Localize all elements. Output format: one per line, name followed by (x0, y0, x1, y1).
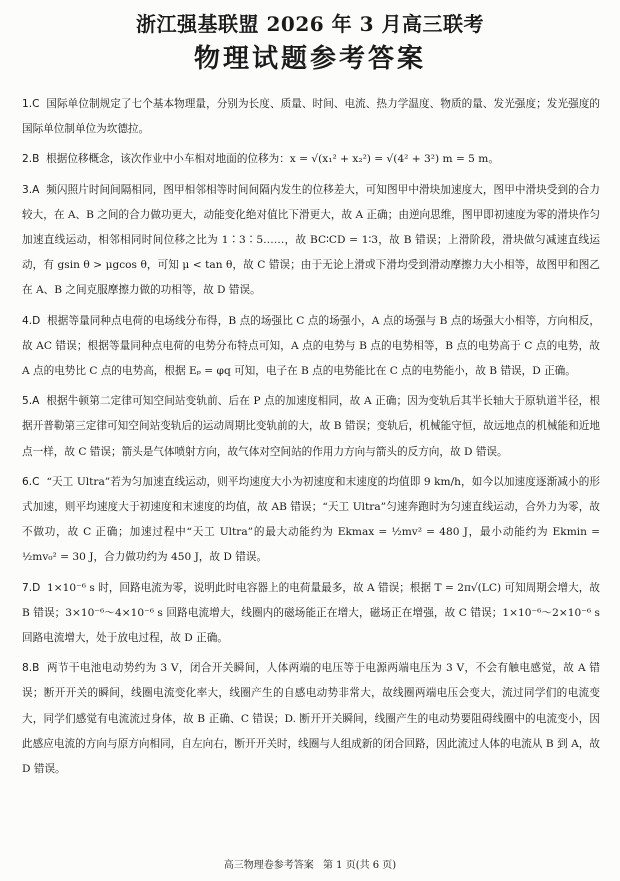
answer-number: 4.D (22, 314, 41, 327)
answer-number: 3.A (22, 183, 40, 196)
answer-item-8 (22, 656, 600, 782)
answer-explanation: 两节干电池电动势约为 3 V，闭合开关瞬间，人体两端的电压等于电源两端电压为 3 V，不会有触电感觉，故 A 错误；断开开关的瞬间，线圈电流变化率大，线圈产生的自感电动势非常大，故线圈两端电压会变大，流过同学们的电流变大，同学们感觉有电流流过身体，故 B 正确、C 错误；D. 断开开关瞬间，线圈产生的电动势要阻碍线圈中的电流变小，因此感应电流的方向与原方向相同，自左向右，断开开关时，线圈与人组成新的闭合回路，因此流过人体的电流从 B 到 A，故 D 错误。 (22, 662, 600, 776)
answer-item-4 (22, 309, 600, 385)
answer-explanation: “天工 Ultra”若为匀加速直线运动，则平均速度大小为初速度和末速度的均值即 9 km/h，如今以加速度逐渐减小的形式加速，则平均速度大于初速度和末速度的均值，故 AB 错误；“天工 Ultra”匀速奔跑时为匀速直线运动，合外力为零，故不做功，故 C 正确；加速过程中“天工 Ultra”的最大动能约为 Ekmax = ½mv² = 480 J，最小动能约为 Ekmin = ½mv₀² = 30 J，合力做功约为 450 J，故 D 错误。 (22, 475, 600, 564)
answer-item-2 (22, 147, 600, 172)
answer-explanation: 频闪照片时间间隔相同，图甲相邻相等时间间隔内发生的位移差大，可知图甲中滑块加速度大，图甲中滑块受到的合力较大，在 A、B 之间的合力做功更大，动能变化绝对值比下滑更大，故 A 正确；由逆向思维，图甲即初速度为零的滑块作匀加速直线运动，相邻相同时间位移之比为 1∶3∶5……，故 BC∶CD = 1∶3，故 B 错误；上滑阶段，滑块做匀减速直线运动，有 gsin θ > μgcos θ，可知 μ < tan θ，故 C 错误；由于无论上滑或下滑均受到滑动摩擦力大小相等，故图甲和图乙在 A、B 之间克服摩擦力做的功相等，故 D 错误。 (22, 183, 600, 297)
answer-item-1 (22, 92, 600, 142)
answer-item-6 (22, 470, 600, 571)
answers-list (22, 92, 600, 787)
footer-document-name: 高三物理卷参考答案 (223, 860, 314, 871)
answer-number: 7.D (22, 581, 41, 594)
page-footer (0, 856, 620, 871)
answer-explanation: 根据位移概念，该次作业中小车相对地面的位移为：x = √(x₁² + x₂²) = √(4² + 3²) m = 5 m。 (46, 153, 499, 166)
answer-item-7 (22, 576, 600, 652)
exam-title: 浙江强基联盟 2026 年 3 月高三联考 (136, 12, 484, 36)
document-title: 物理试题参考答案 (193, 44, 426, 74)
answer-number: 2.B (22, 153, 40, 166)
answer-number: 1.C (22, 98, 40, 110)
answer-explanation: 根据等量同种点电荷的电场线分布得，B 点的场强比 C 点的场强小，A 点的场强与 B 点的场强大小相等，方向相反，故 AC 错误；根据等量同种点电荷的电势分布特点可知，A 点的电势与 B 点的电势相等，B 点的电势高于 C 点的电势，故 A 点的电势比 C 点的电势高，根据 Eₚ = φq 可知，电子在 B 点的电势能比在 C 点的电势能小，故 B 错误，D 正确。 (22, 314, 600, 378)
answer-number: 6.C (22, 475, 40, 488)
answer-explanation: 国际单位制规定了七个基本物理量，分别为长度、质量、时间、电流、热力学温度、物质的量、发光强度；发光强度的国际单位制单位为坎德拉。 (22, 98, 600, 136)
footer-page-number: 第 1 页(共 6 页) (322, 860, 397, 871)
answer-explanation: 1×10⁻⁶ s 时，回路电流为零，说明此时电容器上的电荷量最多，故 A 错误；根据 T = 2π√(LC) 可知周期会增大，故 B 错误；3×10⁻⁶～4×10⁻⁶ s 回路电流增大，线圈内的磁场能正在增大，磁场正在增强，故 C 错误；1×10⁻⁶～2×10⁻⁶ s 回路电流增大，处于放电过程，故 D 正确。 (22, 581, 600, 645)
answer-item-5 (22, 389, 600, 465)
answer-explanation: 根据牛顿第二定律可知空间站变轨前、后在 P 点的加速度相同，故 A 正确；因为变轨后其半长轴大于原轨道半径，根据开普勒第三定律可知空间站变轨后的运动周期比变轨前的大，故 B 错误；变轨后，机械能守恒，故远地点的机械能和近地点一样，故 C 错误；箭头是气体喷射方向，故气体对空间站的作用力方向与箭头的反方向，故 D 错误。 (22, 395, 600, 458)
answer-number: 8.B (22, 662, 40, 675)
answer-item-3 (22, 178, 600, 304)
answer-number: 5.A (22, 395, 40, 408)
